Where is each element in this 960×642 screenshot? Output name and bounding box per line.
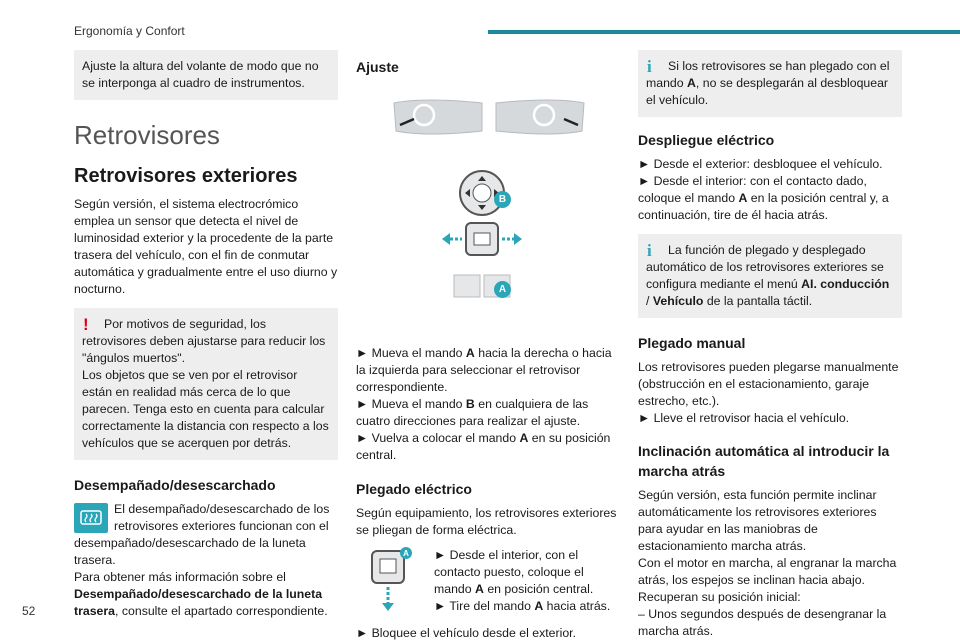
column-2 <box>356 50 620 642</box>
defrost-more: Para obtener más información sobre el Desempañado/desescarchado de la luneta trasera, consulte el apartado correspondiente. <box>74 570 328 618</box>
mirror-adjust-figure <box>356 83 620 345</box>
warning-icon: ! <box>83 315 89 334</box>
fold-title: Plegado eléctrico <box>356 481 472 497</box>
tilt-title: Inclinación automática al introducir la marcha atrás <box>638 443 890 479</box>
section-title: Retrovisores <box>74 120 220 150</box>
fold-step-2: ► Tire del mando A hacia atrás. <box>434 599 611 613</box>
label-b: B <box>494 191 511 208</box>
unfold-title: Despliegue eléctrico <box>638 132 775 148</box>
header-accent-bar <box>488 30 960 34</box>
adjust-step-3: ► Vuelva a colocar el mando A en su posición central. <box>356 431 611 462</box>
info-note-fold <box>638 50 902 117</box>
mirror-adjust-illustration <box>356 83 620 345</box>
subsection-title: Retrovisores exteriores <box>74 165 298 187</box>
fold-final-step: ► Bloquee el vehículo desde el exterior. <box>356 626 576 640</box>
info-note-auto-text: La función de plegado y desplegado automático de los retrovisores exteriores se configura mediante el menú AI. conducción / Vehículo de la pantalla táctil. <box>646 243 890 308</box>
column-1 <box>74 50 338 620</box>
warning-line-1: Por motivos de seguridad, los retrovisores deben ajustarse para reducir los "ángulos muertos". <box>82 317 326 365</box>
info-icon: i <box>647 241 652 260</box>
running-header: Ergonomía y Confort <box>74 24 185 38</box>
fold-steps-block <box>356 547 620 615</box>
defrost-block <box>74 501 338 620</box>
manual-step: ► Lleve el retrovisor hacia el vehículo. <box>638 411 850 425</box>
info-icon: i <box>647 57 652 76</box>
warning-line-2: Los objetos que se ven por el retrovisor están en realidad más cerca de lo que parecen. Tenga esto en cuenta para calcular correctamente la distancia con respecto a los vehículos que se acerquen por detrás. <box>82 368 329 450</box>
ajuste-title: Ajuste <box>356 59 399 75</box>
rear-defrost-icon <box>74 503 108 533</box>
defrost-text: El desempañado/desescarchado de los retrovisores exteriores funcionan con el desempañado/desescarchado de la luneta trasera. <box>74 502 330 567</box>
fold-control-illustration <box>362 547 422 617</box>
svg-text:A: A <box>403 549 409 558</box>
unfold-step-1: ► Desde el exterior: desbloquee el vehículo. <box>638 157 883 171</box>
info-note-fold-text: Si los retrovisores se han plegado con el mando A, no se desplegarán al desbloquear el vehículo. <box>646 59 890 107</box>
page-number: 52 <box>22 604 36 618</box>
defrost-title: Desempañado/desescarchado <box>74 477 276 493</box>
tilt-paragraph-2: Con el motor en marcha, al engranar la marcha atrás, los espejos se inclinan hacia abajo. <box>638 556 897 587</box>
adjust-step-2: ► Mueva el mando B en cualquiera de las cuatro direcciones para realizar el ajuste. <box>356 397 589 428</box>
manual-title: Plegado manual <box>638 335 746 351</box>
tilt-paragraph-3: Recuperan su posición inicial: <box>638 590 801 604</box>
safety-warning <box>74 308 338 460</box>
column-3 <box>638 50 902 640</box>
tilt-paragraph-4: – Unos segundos después de desengranar la marcha atrás. <box>638 607 887 638</box>
adjust-step-1: ► Mueva el mando A hacia la derecha o hacia la izquierda para seleccionar el retrovisor correspondiente. <box>356 346 612 394</box>
manual-text: Los retrovisores pueden plegarse manualmente (obstrucción en el estacionamiento, garaje estrecho, etc.). <box>638 360 899 408</box>
intro-paragraph: Según versión, el sistema electrocrómico emplea un sensor que detecta el nivel de luminosidad exterior y la procedente de la parte trasera del vehículo, con el fin de conmutar automática y gradualmente entre el uso diurno y nocturno. <box>74 197 338 296</box>
info-note-auto <box>638 234 902 318</box>
steering-note-text: Ajuste la altura del volante de modo que no se interponga al cuadro de instrumentos. <box>82 59 319 90</box>
fold-step-1: ► Desde el interior, con el contacto puesto, coloque el mando A en posición central. <box>434 548 594 596</box>
steering-note <box>74 50 338 100</box>
unfold-step-2: ► Desde el interior: con el contacto dado, coloque el mando A en la posición central y, a continuación, tire de él hacia atrás. <box>638 174 889 222</box>
fold-intro: Según equipamiento, los retrovisores exteriores se pliegan de forma eléctrica. <box>356 506 617 537</box>
tilt-paragraph-1: Según versión, esta función permite inclinar automáticamente los retrovisores exteriores para ayudar en las maniobras de estacionamiento marcha atrás. <box>638 488 877 553</box>
label-a: A <box>494 281 511 298</box>
